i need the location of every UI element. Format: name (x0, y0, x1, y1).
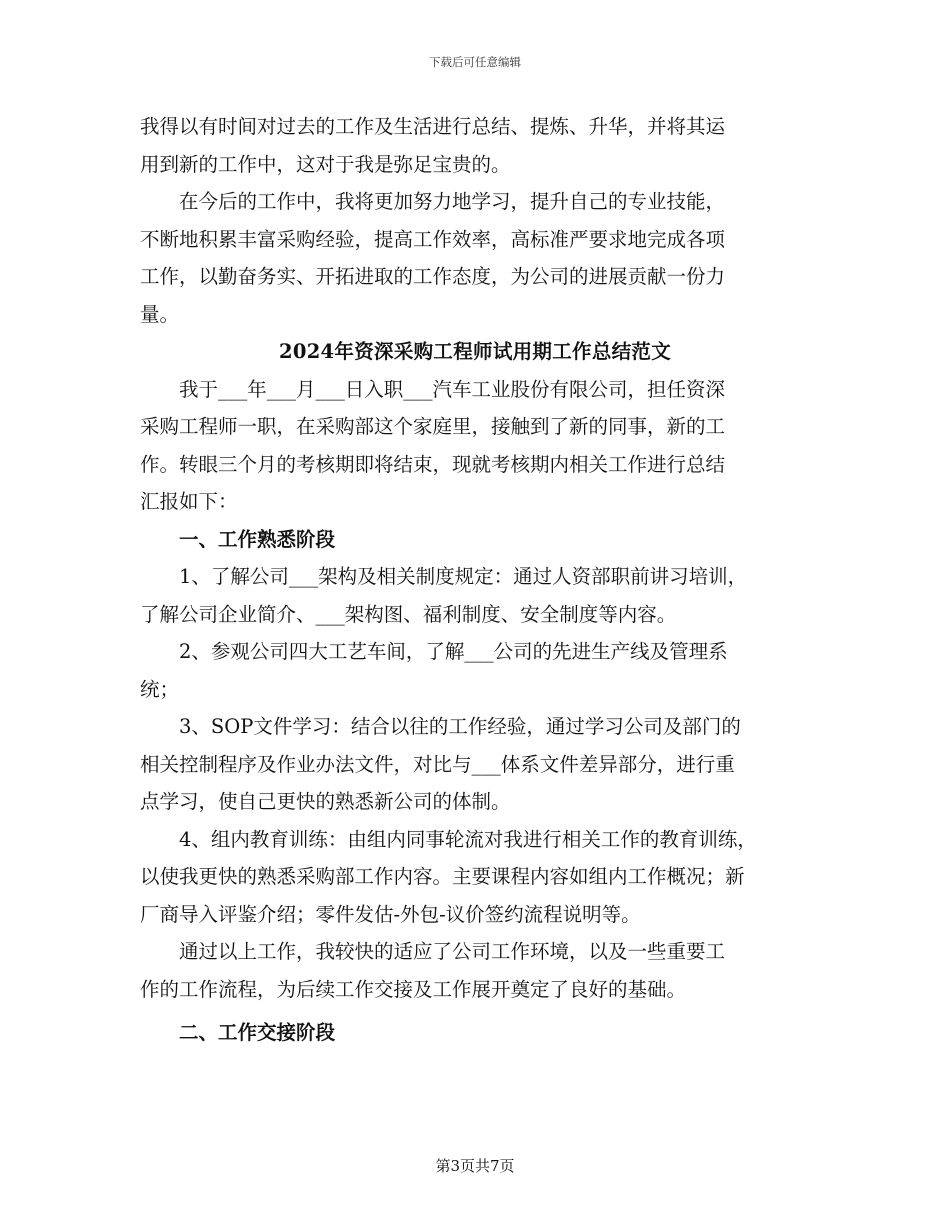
text-line: 作。转眼三个月的考核期即将结束，现就考核期内相关工作进行总结 (140, 452, 726, 476)
text-line: 3、SOP文件学习：结合以往的工作经验，通过学习公司及部门的 (179, 715, 741, 738)
text-line: 点学习，使自己更快的熟悉新公司的体制。 (140, 790, 511, 813)
heading-work-familiarization: 一、工作熟悉阶段 (179, 527, 336, 551)
text-line: 我得以有时间对过去的工作及生活进行总结、提炼、升华，并将其运 (140, 115, 726, 138)
text-line: 作的工作流程，为后续工作交接及工作展开奠定了良好的基础。 (140, 977, 687, 1001)
heading-work-handover: 二、工作交接阶段 (179, 1021, 336, 1044)
text-line: 以使我更快的熟悉采购部工作内容。主要课程内容如组内工作概况；新 (140, 865, 745, 888)
header-note: 下载后可任意编辑 (429, 55, 521, 69)
text-line: 采购工程师一职，在采购部这个家庭里，接触到了新的同事，新的工 (140, 415, 726, 438)
text-line: 厂商导入评鉴介绍；零件发估-外包-议价签约流程说明等。 (140, 902, 641, 926)
text-line: 4、组内教育训练：由组内同事轮流对我进行相关工作的教育训练， (179, 827, 757, 851)
text-line: 用到新的工作中，这对于我是弥足宝贵的。 (140, 152, 511, 176)
paragraph-1 (140, 108, 810, 183)
document-body (140, 108, 810, 1052)
text-line: 量。 (140, 302, 180, 326)
text-line: 了解公司企业简介、___架构图、福利制度、安全制度等内容。 (140, 602, 677, 626)
text-line: 相关控制程序及作业办法文件，对比与___体系文件差异部分，进行重 (140, 752, 735, 776)
paragraph-2 (140, 183, 810, 333)
text-line: 通过以上工作，我较快的适应了公司工作环境，以及一些重要工 (179, 940, 726, 963)
text-line: 2、参观公司四大工艺车间，了解___公司的先进生产线及管理系 (179, 640, 728, 663)
paragraph-8 (140, 933, 810, 1008)
text-line: 工作，以勤奋务实、开拓进取的工作态度，为公司的进展贡献一份力 (140, 265, 726, 288)
text-line: 不断地积累丰富采购经验，提高工作效率，高标准严要求地完成各项 (140, 227, 726, 251)
paragraph-6 (140, 708, 810, 821)
paragraph-7 (140, 821, 810, 934)
text-line: 统； (140, 677, 180, 701)
text-line: 汇报如下： (140, 490, 238, 513)
page-number: 第3页共7页 (435, 1157, 515, 1175)
paragraph-5 (140, 633, 810, 708)
paragraph-4 (140, 558, 810, 633)
text-line: 1、了解公司___架构及相关制度规定：通过人资部职前讲习培训， (179, 565, 748, 588)
text-line: 我于___年___月___日入职___汽车工业股份有限公司，担任资深 (179, 377, 726, 401)
section-title: 2024年资深采购工程师试用期工作总结范文 (278, 340, 672, 363)
paragraph-3 (140, 371, 810, 521)
text-line: 在今后的工作中，我将更加努力地学习，提升自己的专业技能， (179, 190, 726, 213)
